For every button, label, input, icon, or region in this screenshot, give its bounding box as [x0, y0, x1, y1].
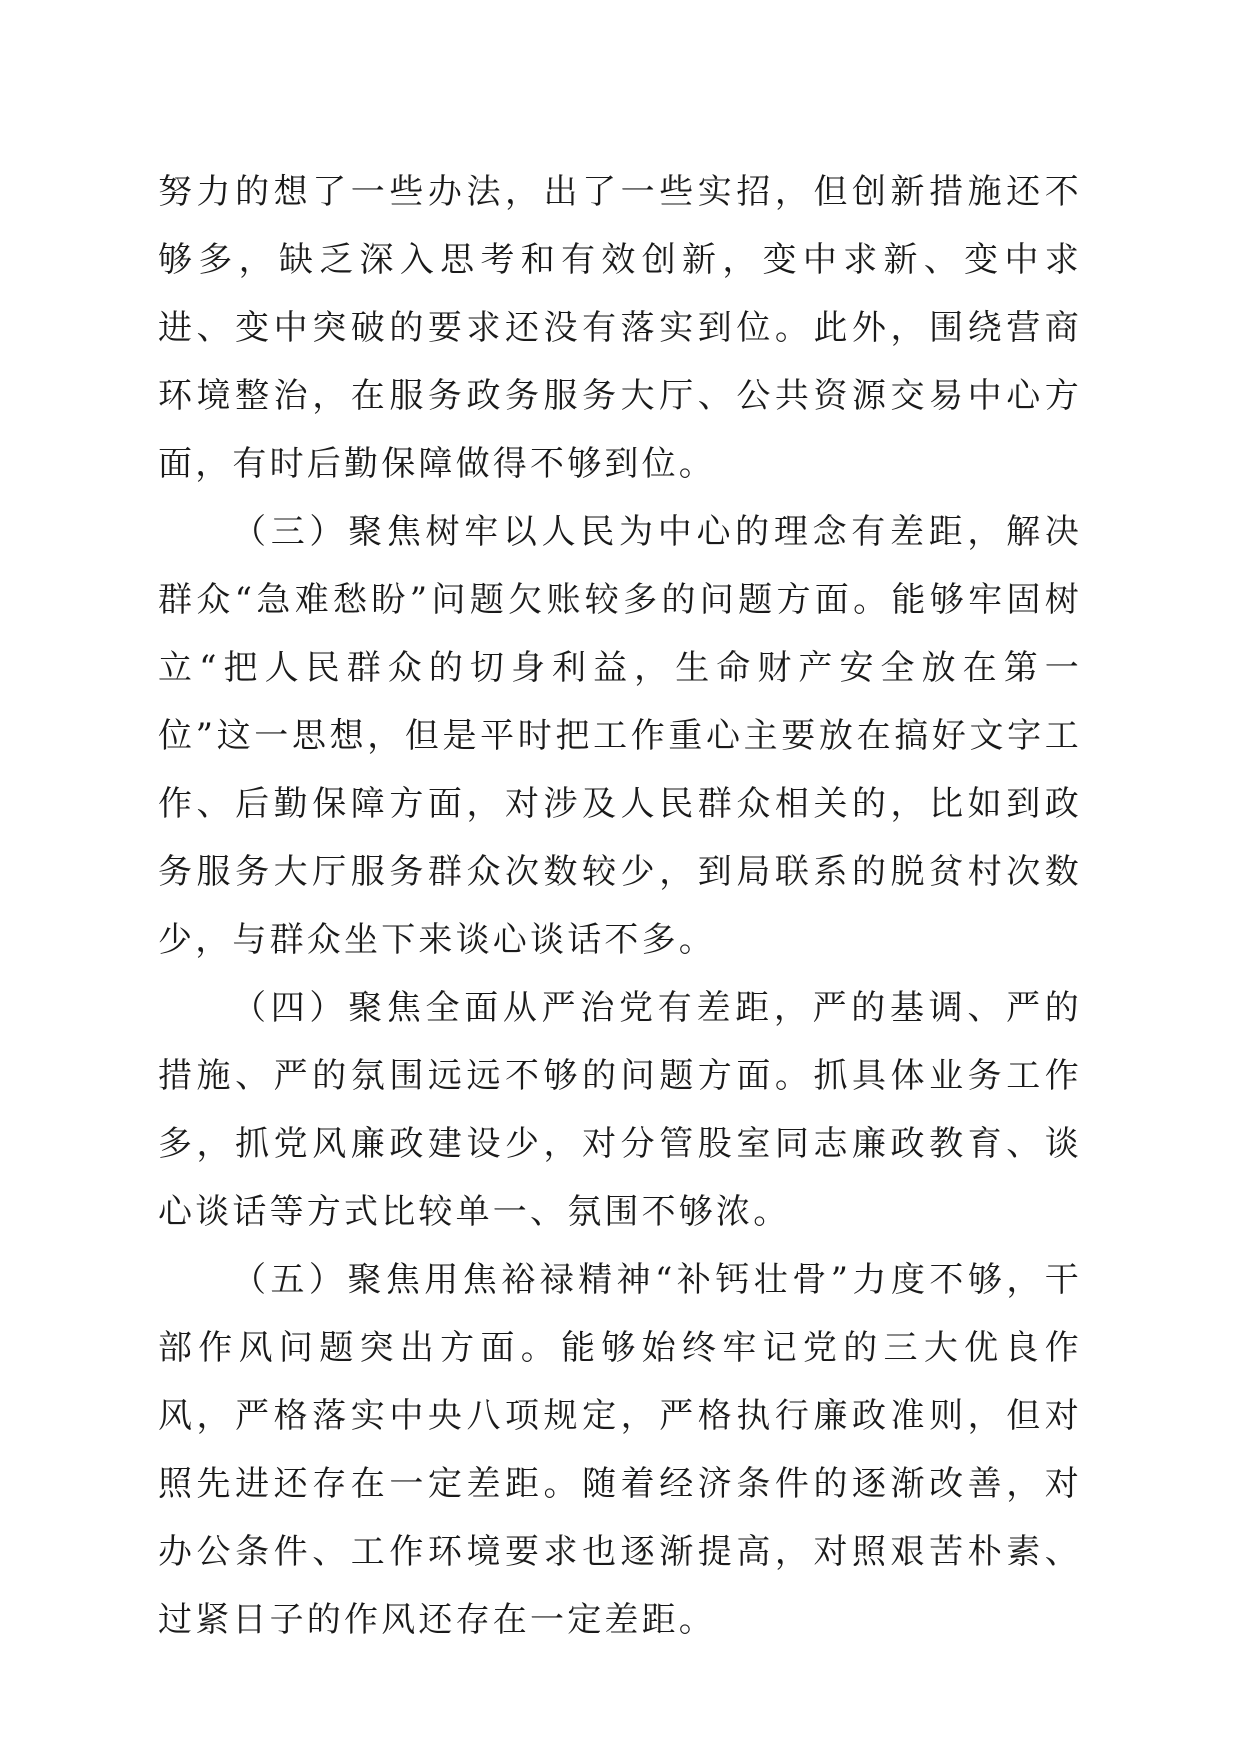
paragraph-continued: 努力的想了一些办法，出了一些实招，但创新措施还不够多，缺乏深入思考和有效创新，变中求新、变中求进、变中突破的要求还没有落实到位。此外，围绕营商环境整治，在服务政务服务大厅、公共资源交易中心方面，有时后勤保障做得不够到位。 [158, 172, 1082, 484]
document-body [158, 158, 1082, 1654]
paragraph-section-three: （三）聚焦树牢以人民为中心的理念有差距，解决群众“急难愁盼”问题欠账较多的问题方面。能够牢固树立“把人民群众的切身利益，生命财产安全放在第一位”这一思想，但是平时把工作重心主要放在搞好文字工作、后勤保障方面，对涉及人民群众相关的，比如到政务服务大厅服务群众次数较少，到局联系的脱贫村次数少，与群众坐下来谈心谈话不多。 [158, 512, 1082, 960]
paragraph-section-five: （五）聚焦用焦裕禄精神“补钙壮骨”力度不够，干部作风问题突出方面。能够始终牢记党的三大优良作风，严格落实中央八项规定，严格执行廉政准则，但对照先进还存在一定差距。随着经济条件的逐渐改善，对办公条件、工作环境要求也逐渐提高，对照艰苦朴素、过紧日子的作风还存在一定差距。 [158, 1260, 1082, 1640]
paragraph-section-four: （四）聚焦全面从严治党有差距，严的基调、严的措施、严的氛围远远不够的问题方面。抓具体业务工作多，抓党风廉政建设少，对分管股室同志廉政教育、谈心谈话等方式比较单一、氛围不够浓。 [158, 988, 1082, 1232]
